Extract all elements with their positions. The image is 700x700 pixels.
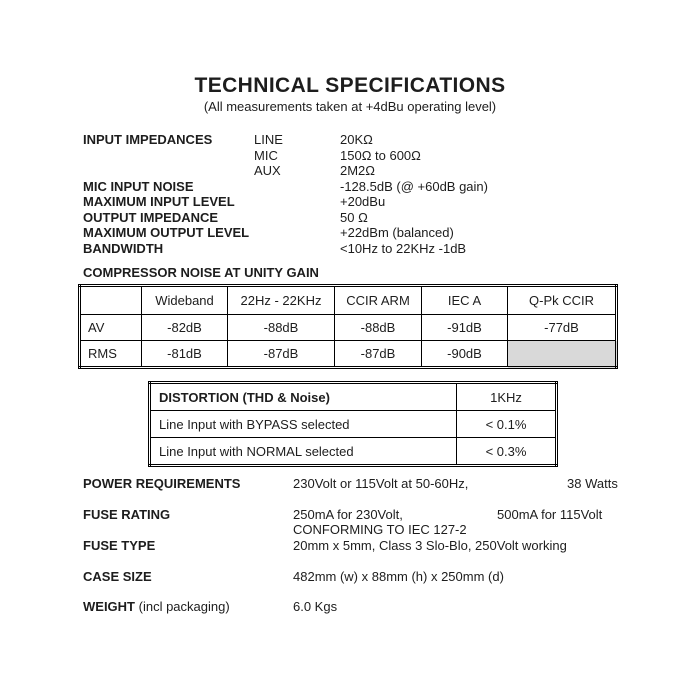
spec-value: 230Volt or 115Volt at 50-60Hz,	[293, 476, 469, 491]
spec-label: CASE SIZE	[83, 569, 152, 584]
page-title: TECHNICAL SPECIFICATIONS	[194, 74, 506, 97]
table-cell: -82dB	[142, 315, 228, 341]
compressor-noise-heading: COMPRESSOR NOISE AT UNITY GAIN	[83, 265, 319, 280]
spec-label: INPUT IMPEDANCES	[83, 132, 213, 147]
distortion-header-value: 1KHz	[457, 383, 557, 411]
spec-label: POWER REQUIREMENTS	[83, 476, 241, 491]
table-row-rms	[80, 341, 617, 368]
spec-row-aux	[83, 163, 643, 179]
spec-row-bandwidth	[83, 241, 643, 257]
spec-sublabel	[254, 194, 340, 210]
table-cell: -90dB	[422, 341, 508, 368]
distortion-table	[148, 381, 558, 467]
spec-sublabel	[254, 241, 340, 257]
spec-value: 250mA for 230Volt,	[293, 507, 403, 522]
row-label: Line Input with NORMAL selected	[150, 438, 457, 466]
column-header: Wideband	[142, 286, 228, 315]
table-cell: < 0.3%	[457, 438, 557, 466]
table-cell: -88dB	[335, 315, 422, 341]
spec-row-output-impedance	[83, 210, 643, 226]
spec-row-weight	[0, 599, 700, 615]
shaded-empty-cell	[508, 341, 617, 368]
spec-row-power-requirements	[0, 476, 700, 492]
table-header-row	[150, 383, 557, 411]
spec-value: 6.0 Kgs	[293, 599, 338, 614]
weight-label: WEIGHT	[83, 599, 135, 614]
column-header: IEC A	[422, 286, 508, 315]
column-header: Q-Pk CCIR	[508, 286, 617, 315]
spec-label: FUSE TYPE	[83, 538, 156, 553]
spec-row-max-input-level	[83, 194, 643, 210]
table-cell: -91dB	[422, 315, 508, 341]
spec-value: 482mm (w) x 88mm (h) x 250mm (d)	[293, 569, 504, 584]
spec-value: -128.5dB (@ +60dB gain)	[340, 178, 488, 194]
spec-sublabel	[254, 210, 340, 226]
table-row-av	[80, 315, 617, 341]
spec-value-watts: 38 Watts	[567, 476, 618, 491]
page-subtitle: (All measurements taken at +4dBu operating level)	[203, 99, 497, 114]
table-cell: -77dB	[508, 315, 617, 341]
row-label: RMS	[80, 341, 142, 368]
spec-value: <10Hz to 22KHz -1dB	[340, 240, 467, 256]
spec-value: 20mm x 5mm, Class 3 Slo-Blo, 250Volt working	[293, 538, 567, 553]
spec-label	[83, 163, 254, 179]
spec-sublabel: AUX	[254, 163, 281, 178]
table-header-row	[80, 286, 617, 315]
table-cell: -81dB	[142, 341, 228, 368]
spec-value: 150Ω to 600Ω	[340, 147, 421, 163]
spec-label: OUTPUT IMPEDANCE	[83, 209, 219, 225]
distortion-header-label: DISTORTION (THD & Noise)	[150, 383, 457, 411]
spec-value: 20KΩ	[340, 132, 373, 147]
table-cell: -87dB	[228, 341, 335, 368]
row-label: AV	[80, 315, 142, 341]
spec-sublabel	[254, 225, 340, 241]
spec-list	[83, 132, 643, 256]
table-cell: -88dB	[228, 315, 335, 341]
spec-sublabel: MIC	[254, 147, 278, 163]
spec-row-max-output-level	[83, 225, 643, 241]
table-row-bypass	[150, 411, 557, 438]
table-cell: < 0.1%	[457, 411, 557, 438]
row-label: Line Input with BYPASS selected	[150, 411, 457, 438]
spec-label: MIC INPUT NOISE	[83, 178, 194, 194]
spec-row-fuse-rating	[0, 507, 700, 539]
spec-label: MAXIMUM INPUT LEVEL	[83, 194, 235, 209]
spec-value: 50 Ω	[340, 209, 368, 225]
spec-label: BANDWIDTH	[83, 240, 164, 256]
spec-value: +20dBu	[340, 194, 386, 209]
spec-label: FUSE RATING	[83, 507, 171, 522]
spec-label	[83, 148, 254, 164]
spec-row-fuse-type	[0, 538, 700, 554]
spec-row-input-impedances	[83, 132, 643, 148]
column-header	[80, 286, 142, 315]
spec-row-case-size	[0, 569, 700, 585]
spec-sublabel: LINE	[254, 132, 283, 147]
spec-row-mic-input-noise	[83, 179, 643, 195]
column-header: 22Hz - 22KHz	[228, 286, 335, 315]
spec-label	[83, 599, 230, 614]
spec-row-mic	[83, 148, 643, 164]
table-row-normal	[150, 438, 557, 466]
table-cell: -87dB	[335, 341, 422, 368]
weight-label-note: (incl packaging)	[138, 599, 230, 614]
spec-label: MAXIMUM OUTPUT LEVEL	[83, 225, 250, 240]
compressor-noise-table	[78, 284, 618, 369]
spec-value: 2M2Ω	[340, 163, 376, 178]
column-header: CCIR ARM	[335, 286, 422, 315]
spec-sublabel	[254, 179, 340, 195]
spec-value-115v: 500mA for 115Volt	[497, 507, 603, 522]
spec-value: +22dBm (balanced)	[340, 225, 454, 240]
spec-note: CONFORMING TO IEC 127-2	[293, 522, 467, 537]
